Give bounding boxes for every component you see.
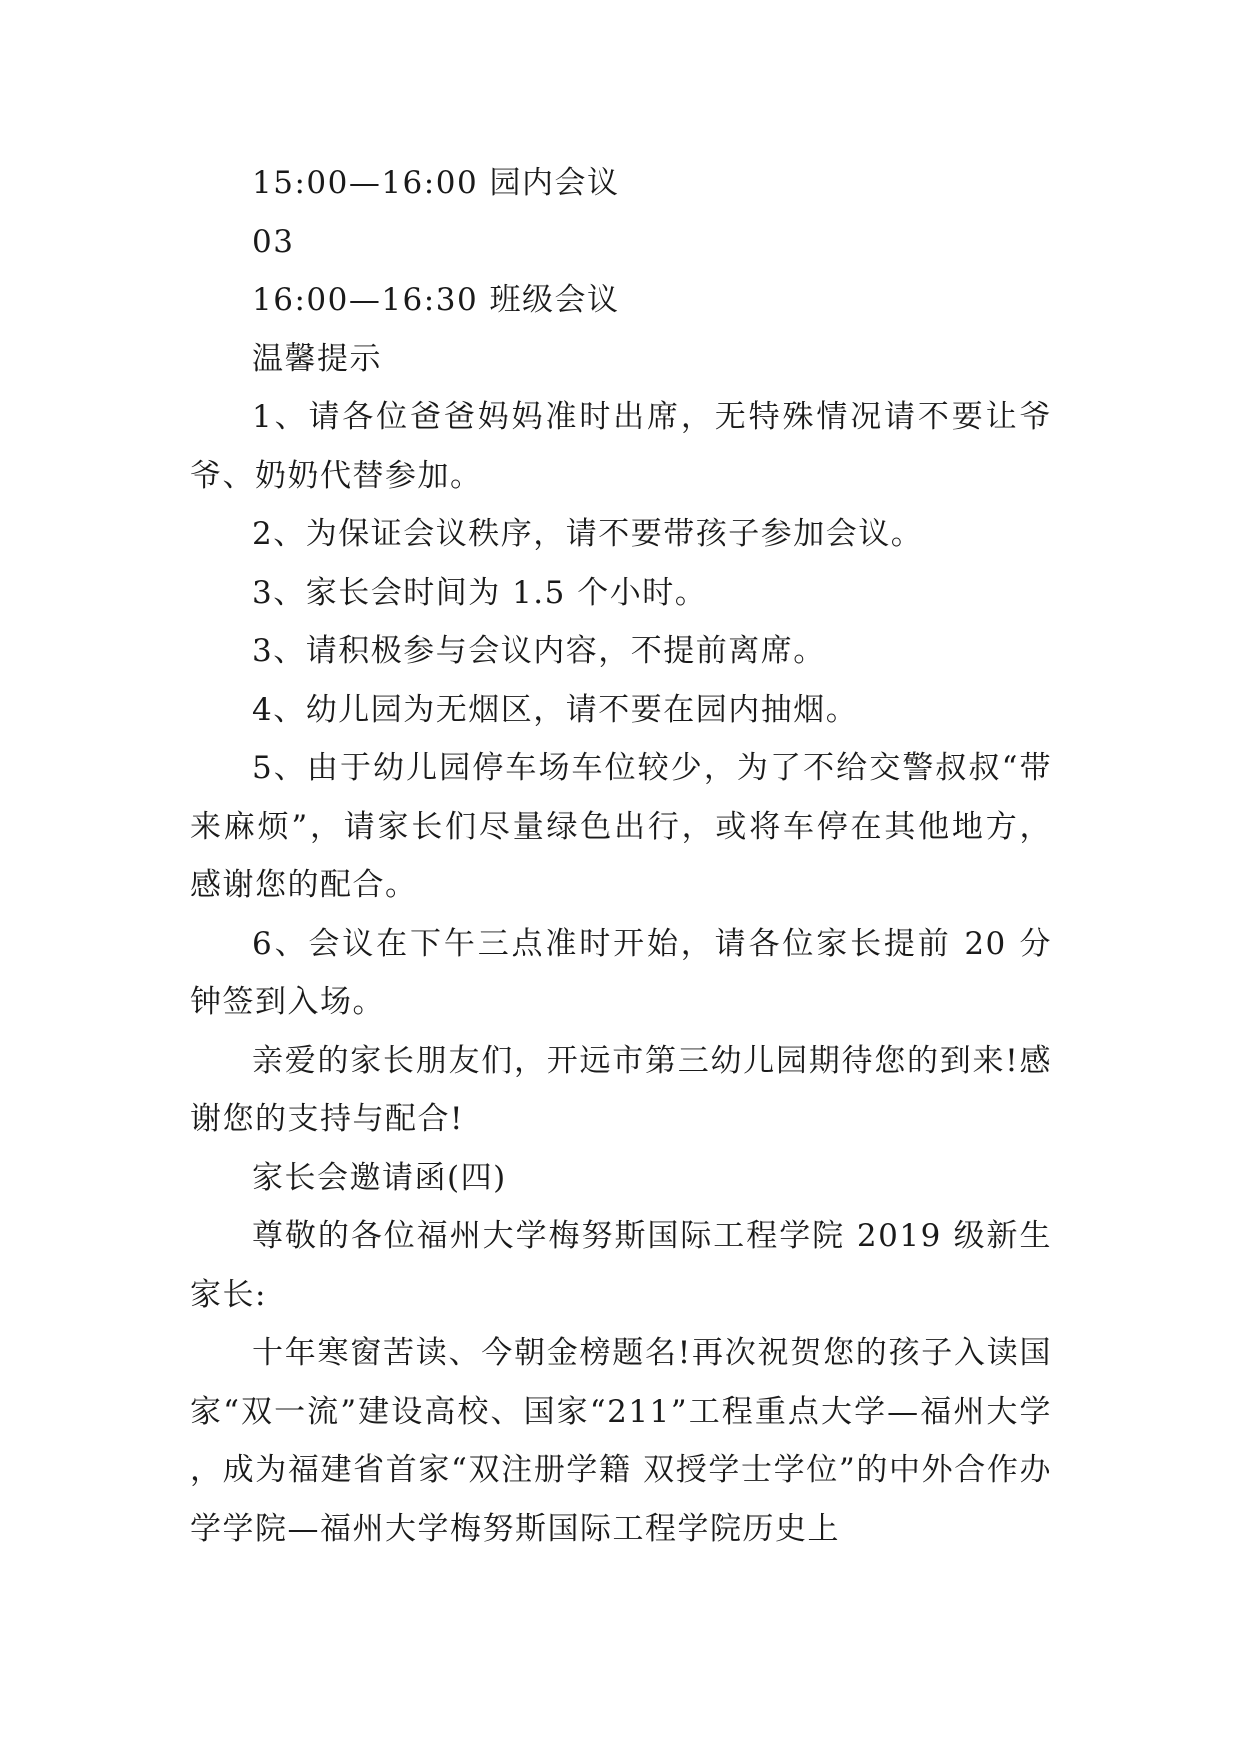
tip-6: 6、会议在下午三点准时开始，请各位家长提前 20 分钟签到入场。 <box>190 925 1052 1020</box>
tip-5: 5、由于幼儿园停车场车位较少，为了不给交警叔叔“带来麻烦”，请家长们尽量绿色出行，或将车停在其他地方，感谢您的配合。 <box>190 750 1052 903</box>
document-page <box>190 154 1052 1558</box>
tip-1: 1、请各位爸爸妈妈准时出席，无特殊情况请不要让爷爷、奶奶代替参加。 <box>190 399 1052 494</box>
section-number: 03 <box>252 223 295 260</box>
tips-heading: 温馨提示 <box>252 340 382 377</box>
schedule-item-2: 16:00—16:30 班级会议 <box>252 282 620 318</box>
tip-4: 4、幼儿园为无烟区，请不要在园内抽烟。 <box>252 691 859 728</box>
invitation-title: 家长会邀请函(四) <box>252 1159 507 1196</box>
tip-3: 3、家长会时间为 1.5 个小时。 <box>252 574 708 611</box>
salutation: 尊敬的各位福州大学梅努斯国际工程学院 2019 级新生家长: <box>190 1218 1052 1313</box>
body-paragraph: 十年寒窗苦读、今朝金榜题名!再次祝贺您的孩子入读国家“双一流”建设高校、国家“211”工程重点大学—福州大学，成为福建省首家“双注册学籍 双授学士学位”的中外合作办学学院—福州大学梅努斯国际工程学院历史上 <box>190 1335 1052 1547</box>
tip-3b: 3、请积极参与会议内容，不提前离席。 <box>252 633 826 669</box>
closing-message: 亲爱的家长朋友们，开远市第三幼儿园期待您的到来!感谢您的支持与配合! <box>190 1042 1052 1137</box>
schedule-item-1: 15:00—16:00 园内会议 <box>252 165 620 201</box>
tip-2: 2、为保证会议秩序，请不要带孩子参加会议。 <box>252 516 924 552</box>
